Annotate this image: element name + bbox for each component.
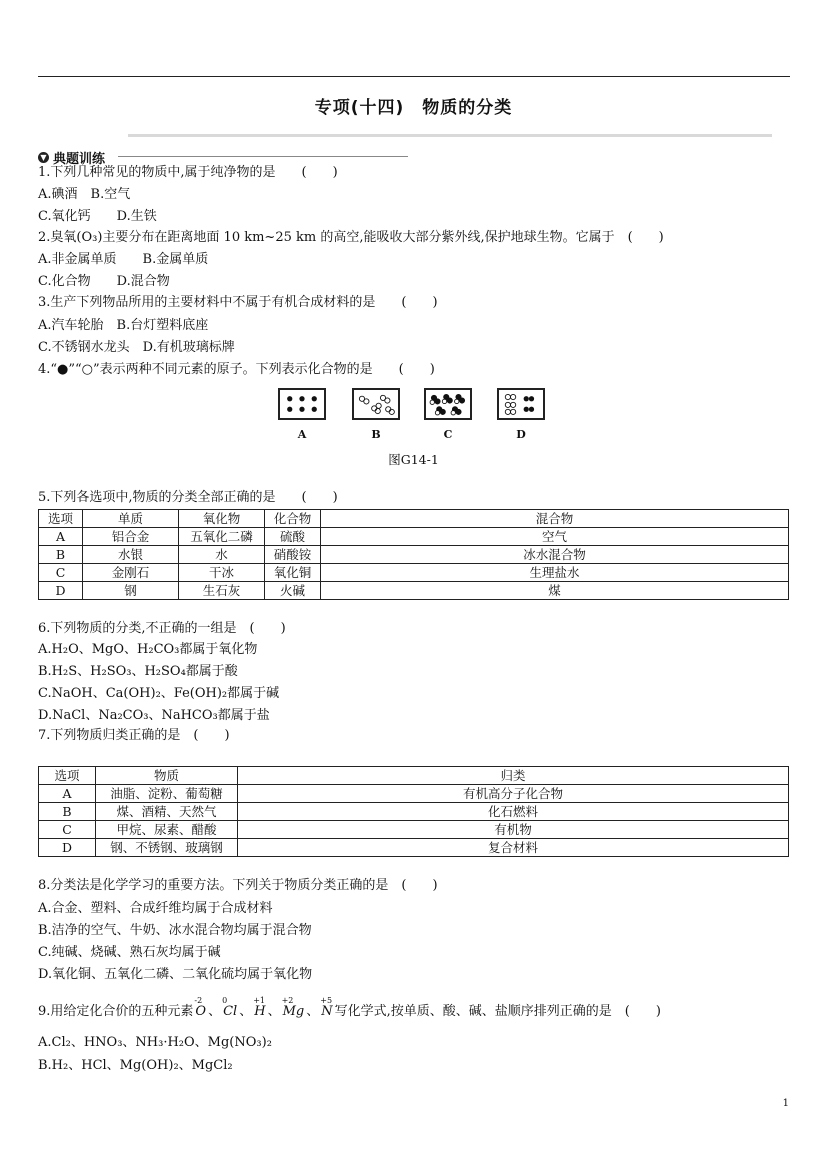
table-cell: 钢	[83, 582, 179, 600]
element-symbol: N	[321, 1004, 333, 1019]
figure-box-a	[278, 388, 326, 420]
table-cell: 钢、不锈钢、玻璃钢	[96, 839, 238, 857]
table-cell: 五氧化二磷	[179, 528, 265, 546]
page-number: 1	[782, 1098, 789, 1109]
element-valence	[222, 996, 238, 1020]
table-header: 混合物	[321, 510, 789, 528]
q2-options-ab: A.非金属单质 B.金属单质	[38, 252, 209, 267]
element-symbol: O	[195, 1004, 207, 1019]
table-header: 单质	[83, 510, 179, 528]
table-cell: 水	[179, 546, 265, 564]
table-cell: 甲烷、尿素、醋酸	[96, 821, 238, 839]
q9-prefix: 9.用给定化合价的五种元素	[38, 1004, 194, 1019]
table-cell: 生理盐水	[321, 564, 789, 582]
question-8: 8.分类法是化学学习的重要方法。下列关于物质分类正确的是 ( )	[38, 878, 438, 893]
q6-option-b: B.H₂S、H₂SO₃、H₂SO₄都属于酸	[38, 664, 238, 679]
table-q7	[38, 766, 789, 857]
q8-option-d: D.氧化铜、五氧化二磷、二氧化硫均属于氧化物	[38, 967, 313, 982]
question-6: 6.下列物质的分类,不正确的一组是 ( )	[38, 621, 286, 636]
valence-label: -2	[194, 996, 203, 1005]
top-rule	[38, 76, 790, 77]
figure-box-b	[352, 388, 400, 420]
table-cell: C	[39, 564, 83, 582]
table-cell: 煤	[321, 582, 789, 600]
question-2: 2.臭氧(O₃)主要分布在距离地面 10 km~25 km 的高空,能吸收大部分紫外线,保护地球生物。它属于 ( )	[38, 230, 664, 245]
table-cell: 火碱	[265, 582, 321, 600]
table-cell: 硝酸铵	[265, 546, 321, 564]
q2-options-cd: C.化合物 D.混合物	[38, 274, 170, 289]
element-symbol: Cl	[223, 1004, 238, 1019]
question-9: 9.用给定化合价的五种元素 -2 O 、 0 Cl 、 +1 H 、 +2 Mg 、 +5 N 写化学式,按单质、酸、碱、盐顺序排列正确的是 ( )	[38, 1004, 661, 1020]
element-valence	[253, 996, 266, 1020]
section-rule	[118, 156, 408, 157]
question-3: 3.生产下列物品所用的主要材料中不属于有机合成材料的是 ( )	[38, 295, 438, 310]
figure-label-d: D	[516, 428, 526, 441]
table-cell: 油脂、淀粉、葡萄糖	[96, 785, 238, 803]
table-row	[39, 839, 789, 857]
table-cell: 硫酸	[265, 528, 321, 546]
element-symbol: Mg	[282, 1004, 305, 1019]
table-header: 物质	[96, 767, 238, 785]
table-header: 选项	[39, 767, 96, 785]
element-valence	[194, 996, 207, 1020]
table-row	[39, 546, 789, 564]
table-header: 化合物	[265, 510, 321, 528]
table-cell: B	[39, 803, 96, 821]
figure-box-c	[424, 388, 472, 420]
figure-box-d	[497, 388, 545, 420]
table-row	[39, 821, 789, 839]
table-row	[39, 564, 789, 582]
q9-option-a: A.Cl₂、HNO₃、NH₃·H₂O、Mg(NO₃)₂	[38, 1035, 272, 1050]
table-cell: 有机高分子化合物	[238, 785, 789, 803]
table-cell: 金刚石	[83, 564, 179, 582]
table-header-row	[39, 767, 789, 785]
q1-options-cd: C.氧化钙 D.生铁	[38, 209, 157, 224]
q3-options-cd: C.不锈钢水龙头 D.有机玻璃标牌	[38, 340, 235, 355]
table-cell: 干冰	[179, 564, 265, 582]
table-cell: A	[39, 785, 96, 803]
figure-label-b: B	[371, 428, 381, 441]
valence-label: +5	[320, 996, 333, 1005]
q3-options-ab: A.汽车轮胎 B.台灯塑料底座	[38, 318, 209, 333]
table-cell: 氧化铜	[265, 564, 321, 582]
table-row	[39, 803, 789, 821]
table-cell: C	[39, 821, 96, 839]
table-cell: 化石燃料	[238, 803, 789, 821]
q6-option-c: C.NaOH、Ca(OH)₂、Fe(OH)₂都属于碱	[38, 686, 280, 701]
q6-option-d: D.NaCl、Na₂CO₃、NaHCO₃都属于盐	[38, 708, 270, 723]
q8-option-a: A.合金、塑料、合成纤维均属于合成材料	[38, 901, 273, 916]
element-valence	[281, 996, 305, 1020]
question-4: 4.“●”“○”表示两种不同元素的原子。下列表示化合物的是 ( )	[38, 362, 435, 377]
figure-label-c: C	[443, 428, 453, 441]
table-cell: 生石灰	[179, 582, 265, 600]
table-cell: D	[39, 839, 96, 857]
table-row	[39, 582, 789, 600]
table-cell: 空气	[321, 528, 789, 546]
question-1: 1.下列几种常见的物质中,属于纯净物的是 ( )	[38, 165, 338, 180]
table-cell: 煤、酒精、天然气	[96, 803, 238, 821]
q9-suffix: 写化学式,按单质、酸、碱、盐顺序排列正确的是 ( )	[334, 1004, 661, 1019]
table-header: 氧化物	[179, 510, 265, 528]
table-cell: B	[39, 546, 83, 564]
table-row	[39, 528, 789, 546]
chevron-down-icon: ▼	[38, 152, 49, 163]
table-row	[39, 785, 789, 803]
figure-label-a: A	[297, 428, 307, 441]
figure-caption: 图G14-1	[388, 452, 439, 467]
q8-option-b: B.洁净的空气、牛奶、冰水混合物均属于混合物	[38, 923, 312, 938]
q8-option-c: C.纯碱、烧碱、熟石灰均属于碱	[38, 945, 221, 960]
valence-label: +2	[281, 996, 294, 1005]
q1-options-ab: A.碘酒 B.空气	[38, 187, 131, 202]
table-header: 选项	[39, 510, 83, 528]
question-5: 5.下列各选项中,物质的分类全部正确的是 ( )	[38, 490, 338, 505]
table-cell: 水银	[83, 546, 179, 564]
table-cell: 铝合金	[83, 528, 179, 546]
table-cell: D	[39, 582, 83, 600]
title-underline	[128, 134, 772, 137]
q9-option-b: B.H₂、HCl、Mg(OH)₂、MgCl₂	[38, 1058, 233, 1073]
page-title: 专项(十四) 物质的分类	[314, 98, 513, 118]
element-valence	[320, 996, 333, 1020]
element-symbol: H	[254, 1004, 266, 1019]
question-7: 7.下列物质归类正确的是 ( )	[38, 728, 230, 743]
table-header: 归类	[238, 767, 789, 785]
section-label: 典题训练	[53, 152, 106, 167]
table-cell: 复合材料	[238, 839, 789, 857]
table-cell: 冰水混合物	[321, 546, 789, 564]
table-cell: A	[39, 528, 83, 546]
table-header-row	[39, 510, 789, 528]
valence-label: 0	[222, 996, 228, 1005]
valence-label: +1	[253, 996, 266, 1005]
table-q5	[38, 509, 789, 600]
q6-option-a: A.H₂O、MgO、H₂CO₃都属于氧化物	[38, 642, 258, 657]
table-cell: 有机物	[238, 821, 789, 839]
